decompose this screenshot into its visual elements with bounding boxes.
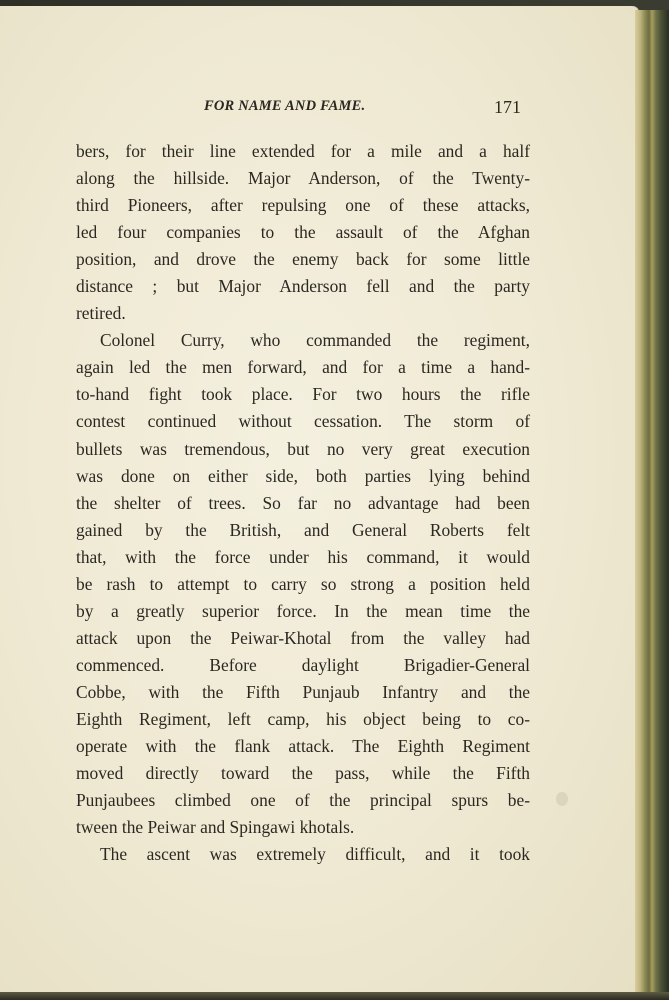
text-line: be rash to attempt to carry so strong a position held <box>76 573 530 594</box>
text-line: by a greatly superior force. In the mean time the <box>76 600 530 621</box>
book-spine-edge <box>635 10 669 992</box>
text-line: led four companies to the assault of the Afghan <box>76 222 530 243</box>
text-line: along the hillside. Major Anderson, of the Twenty- <box>76 168 530 189</box>
text-line: was done on either side, both parties lying behind <box>76 465 530 486</box>
text-line: contest continued without cessation. The storm of <box>76 411 530 432</box>
text-line: moved directly toward the pass, while the Fifth <box>76 763 530 784</box>
text-line: gained by the British, and General Roberts felt <box>76 519 530 540</box>
text-line: bullets was tremendous, but no very great execution <box>76 438 530 459</box>
text-line: Eighth Regiment, left camp, his object being to co- <box>76 708 530 729</box>
page-header <box>0 98 638 122</box>
text-line: Cobbe, with the Fifth Punjaub Infantry and the <box>76 681 530 702</box>
text-line: bers, for their line extended for a mile and a half <box>76 141 530 161</box>
running-head: FOR NAME AND FAME. <box>204 98 366 114</box>
text-line: commenced. Before daylight Brigadier-General <box>76 654 530 675</box>
text-line: tween the Peiwar and Spingawi khotals. <box>76 817 355 838</box>
text-line: distance ; but Major Anderson fell and the party <box>76 276 530 297</box>
text-line: to-hand fight took place. For two hours the rifle <box>76 384 530 405</box>
text-line: Colonel Curry, who commanded the regiment, <box>100 330 530 351</box>
text-line: retired. <box>76 303 126 324</box>
page-bottom-shadow <box>0 992 669 1000</box>
text-line: The ascent was extremely difficult, and it took <box>100 844 530 865</box>
text-line: the shelter of trees. So far no advantage had been <box>76 492 530 513</box>
text-line: that, with the force under his command, it would <box>76 546 530 567</box>
text-line: attack upon the Peiwar-Khotal from the valley had <box>76 627 530 648</box>
text-line: again led the men forward, and for a time a hand- <box>76 357 530 378</box>
text-line: Punjaubees climbed one of the principal spurs be- <box>76 790 530 811</box>
page-number: 171 <box>494 97 521 117</box>
body-text <box>76 138 530 868</box>
text-line: operate with the flank attack. The Eighth Regiment <box>76 736 530 757</box>
text-line: position, and drove the enemy back for some little <box>76 249 530 270</box>
paper-blemish <box>556 792 568 806</box>
text-line: third Pioneers, after repulsing one of these attacks, <box>76 195 530 216</box>
